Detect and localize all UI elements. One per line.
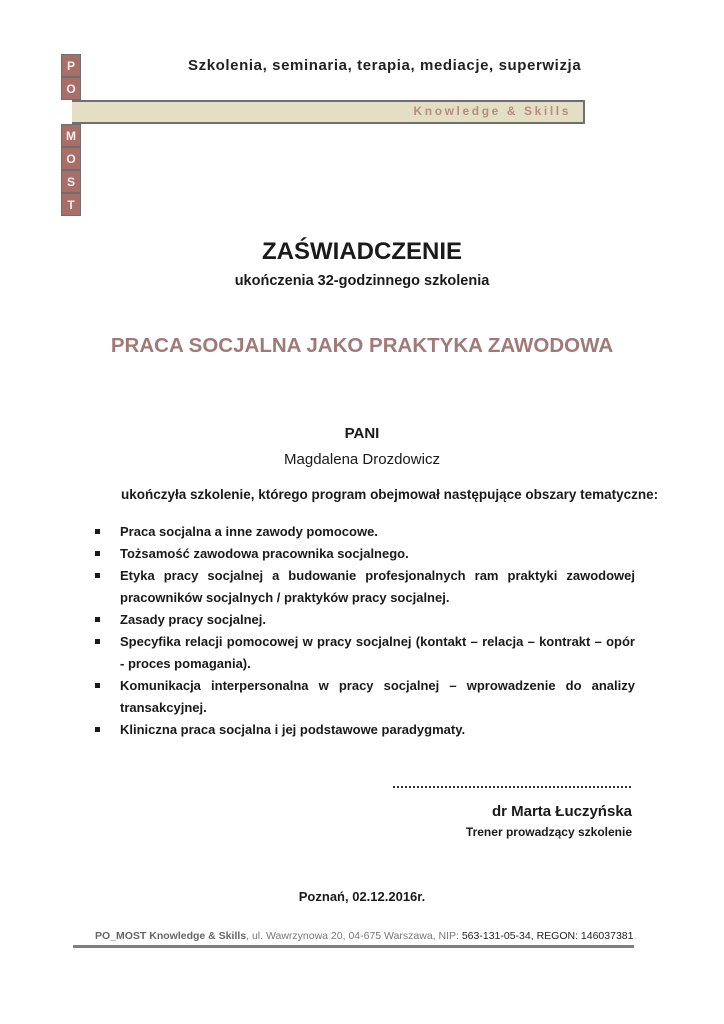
- footer-rule: [73, 945, 634, 948]
- place-date: Poznań, 02.12.2016r.: [298, 889, 426, 904]
- header-band: [72, 100, 585, 124]
- recipient-name: Magdalena Drozdowicz: [284, 451, 440, 468]
- list-item: [95, 609, 635, 631]
- list-item: [95, 543, 635, 565]
- logo-letter: S: [61, 170, 81, 193]
- topic-text: Komunikacja interpersonalna w pracy socjalnej – wprowadzenie do analizy transakcyjnej.: [120, 678, 635, 715]
- topic-text: Zasady pracy socjalnej.: [120, 612, 266, 627]
- topics-list: [95, 521, 635, 741]
- logo-letter: P: [61, 54, 81, 77]
- bullet-icon: [95, 573, 100, 578]
- bullet-icon: [95, 551, 100, 556]
- logo-letter: O: [61, 147, 81, 170]
- topic-text: Tożsamość zawodowa pracownika socjalnego.: [120, 546, 409, 561]
- list-item: [95, 631, 635, 675]
- document-subtitle: ukończenia 32-godzinnego szkolenia: [234, 273, 490, 289]
- topic-text: Etyka pracy socjalnej a budowanie profesjonalnych ram praktyki zawodowej pracowników socjalnych / praktyków pracy socjalnej.: [120, 568, 635, 605]
- list-item: [95, 675, 635, 719]
- logo-letter: O: [61, 77, 81, 100]
- header-tagline: Szkolenia, seminaria, terapia, mediacje, superwizja: [188, 57, 582, 74]
- intro-text: ukończyła szkolenie, którego program obejmował następujące obszary tematyczne:: [121, 487, 659, 502]
- logo-letter: T: [61, 193, 81, 216]
- footer: [95, 930, 633, 942]
- salutation: PANI: [344, 425, 380, 442]
- signatory-role: Trener prowadzący szkolenie: [465, 825, 632, 839]
- bullet-icon: [95, 639, 100, 644]
- list-item: [95, 565, 635, 609]
- list-item: [95, 521, 635, 543]
- footer-address: , ul. Wawrzynowa 20, 04-675 Warszawa, NIP:: [246, 930, 462, 942]
- footer-ids: 563-131-05-34, REGON: 146037381: [461, 930, 634, 942]
- course-title: PRACA SOCJALNA JAKO PRAKTYKA ZAWODOWA: [110, 334, 614, 357]
- band-text: Knowledge & Skills: [413, 104, 571, 118]
- signature-line: [393, 786, 631, 788]
- document-title: ZAŚWIADCZENIE: [262, 238, 462, 265]
- topic-text: Praca socjalna a inne zawody pomocowe.: [120, 524, 378, 539]
- bullet-icon: [95, 727, 100, 732]
- bullet-icon: [95, 617, 100, 622]
- list-item: [95, 719, 635, 741]
- footer-brand: PO_MOST Knowledge & Skills: [95, 930, 247, 942]
- logo-letter: M: [61, 124, 81, 147]
- topic-text: Kliniczna praca socjalna i jej podstawowe paradygmaty.: [120, 722, 466, 737]
- bullet-icon: [95, 683, 100, 688]
- topic-text: Specyfika relacji pomocowej w pracy socjalnej (kontakt – relacja – kontrakt – opór - proces pomagania).: [120, 634, 635, 671]
- signatory-name: dr Marta Łuczyńska: [491, 803, 632, 820]
- bullet-icon: [95, 529, 100, 534]
